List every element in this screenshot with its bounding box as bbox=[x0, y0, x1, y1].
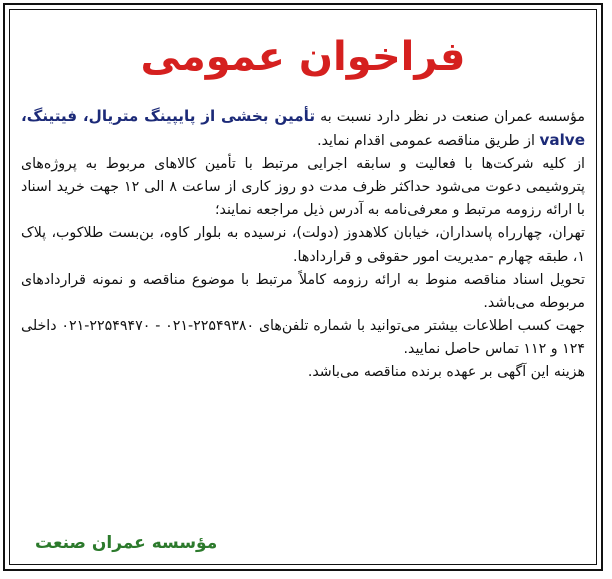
notice-title: فراخوان عمومی bbox=[140, 34, 466, 80]
notice-body bbox=[21, 105, 585, 384]
address-paragraph: تهران، چهارراه پاسداران، خیابان کلاهدوز (دولت)، نرسیده به بلوار کاوه، بن‌بست طلاکوب، پلاک ۱، طبقه چهارم -مدیریت امور حقوقی و قراردادها. bbox=[21, 225, 585, 265]
signature: مؤسسه عمران صنعت bbox=[35, 533, 218, 553]
contact-paragraph: جهت کسب اطلاعات بیشتر می‌توانید با شماره تلفن‌های ۲۲۵۴۹۳۸۰-۰۲۱ - ۲۲۵۴۹۴۷۰-۰۲۱ داخلی ۱۲۴ و ۱۱۲ تماس حاصل نمایید. bbox=[21, 317, 585, 357]
intro-text-before: مؤسسه عمران صنعت در نظر دارد نسبت به bbox=[320, 109, 585, 125]
title-block bbox=[5, 31, 601, 83]
notice-frame bbox=[3, 3, 603, 571]
intro-highlight: تأمین بخشی از پایپینگ متریال، فیتینگ، valve bbox=[21, 107, 585, 150]
intro-text-after: از طریق مناقصه عمومی اقدام نماید. bbox=[317, 133, 535, 150]
cost-paragraph: هزینه این آگهی بر عهده برنده مناقصه می‌باشد. bbox=[307, 364, 585, 381]
intro-paragraph bbox=[21, 105, 585, 153]
invitation-paragraph: از کلیه شرکت‌ها با فعالیت و سابقه اجرایی مرتبط با تأمین کالاهای مربوط به پروژه‌های پتروشیمی دعوت می‌شود حداکثر ظرف مدت دو روز کاری از ساعت ۸ الی ۱۲ جهت خرید اسناد با ارائه رزومه مرتبط و معرفی‌نامه به آدرس ذیل مراجعه نمایند؛ bbox=[21, 156, 586, 219]
delivery-paragraph: تحویل اسناد مناقصه منوط به ارائه رزومه کاملاً مرتبط با موضوع مناقصه و نمونه قراردادهای مربوطه می‌باشد. bbox=[21, 271, 585, 311]
